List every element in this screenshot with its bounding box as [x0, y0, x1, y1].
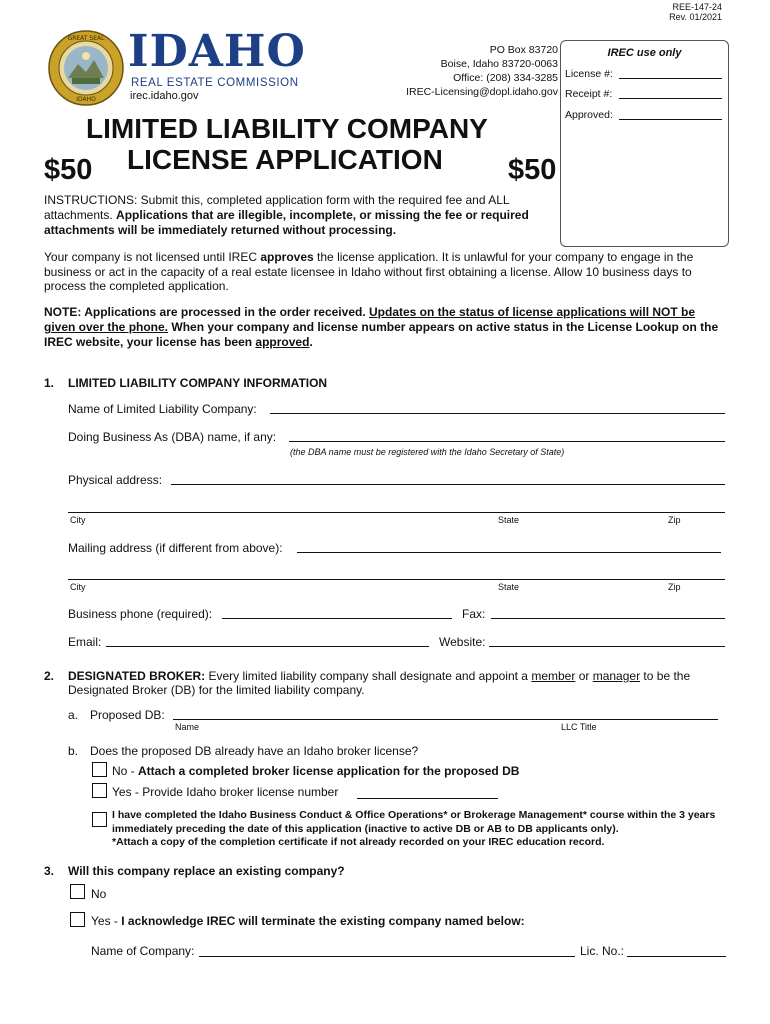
designated-broker-text-b: to be the Designated Broker (DB) for the limited liability company.: [68, 669, 691, 697]
llc-name-field[interactable]: [270, 413, 725, 414]
replace-company-question: Will this company replace an existing company?: [68, 864, 345, 878]
irec-box-title: IREC use only: [607, 47, 682, 59]
yes-broker-license-label: Yes - Provide Idaho broker license number: [112, 785, 339, 799]
course-completed-checkbox[interactable]: [92, 812, 107, 827]
svg-text:GREAT SEAL: GREAT SEAL: [67, 35, 105, 42]
db-name-sublabel: Name: [175, 722, 200, 732]
item-a-number: a.: [68, 708, 79, 722]
dba-name-label: Doing Business As (DBA) name, if any:: [68, 430, 277, 444]
existing-license-number-field[interactable]: [627, 956, 726, 957]
po-box: PO Box 83720: [489, 44, 558, 56]
yes-broker-license-checkbox[interactable]: [92, 783, 107, 798]
business-phone-field[interactable]: [222, 618, 452, 619]
receipt-number-label: Receipt #:: [565, 88, 613, 100]
form-title-line1: LIMITED LIABILITY COMPANY: [86, 113, 488, 144]
mailing-address-label: Mailing address (if different from above):: [68, 541, 283, 555]
no-broker-license-checkbox[interactable]: [92, 762, 107, 777]
replace-yes-label: Yes -: [91, 914, 118, 928]
note-text-c: When your company and license number appears on active status in the License Lookup on the IREC website, your license has been: [44, 320, 719, 349]
section1-number: 1.: [44, 376, 55, 390]
proposed-db-label: Proposed DB:: [90, 708, 165, 722]
mailing-zip-label: Zip: [668, 582, 681, 592]
office-phone: Office: (208) 334-3285: [453, 72, 558, 84]
member-term: member: [531, 669, 576, 683]
proposed-db-field[interactable]: [173, 719, 718, 720]
no-option-label: No -: [112, 764, 135, 778]
replace-yes-acknowledgement: I acknowledge IREC will terminate the existing company named below:: [121, 914, 525, 928]
section2-title: DESIGNATED BROKER:: [68, 669, 206, 683]
licensing-paragraph: [44, 250, 727, 294]
no-broker-license-option: [112, 764, 519, 778]
website-label: Website:: [439, 635, 486, 649]
existing-company-name-label: Name of Company:: [91, 944, 195, 958]
city-line: Boise, Idaho 83720-0063: [440, 58, 558, 70]
item-b-number: b.: [68, 744, 79, 758]
business-phone-label: Business phone (required):: [68, 607, 213, 621]
state-seal-logo: [48, 30, 124, 106]
contact-block: [390, 43, 558, 99]
instructions-warning: Applications that are illegible, incomplete, or missing the fee or required attachments will be immediately returned without processing.: [44, 208, 529, 237]
mailing-state-label: State: [498, 582, 520, 592]
approved-line: [619, 119, 722, 120]
form-code-block: [640, 2, 722, 22]
website-text: irec.idaho.gov: [130, 90, 199, 102]
note-paragraph: [44, 305, 727, 350]
email-field[interactable]: [106, 646, 429, 647]
section2-number: 2.: [44, 669, 55, 683]
physical-city-state-zip-field[interactable]: [68, 512, 725, 513]
physical-city-label: City: [70, 515, 86, 525]
note-text-e: .: [309, 335, 313, 349]
no-option-instruction: Attach a completed broker license application for the proposed DB: [138, 764, 520, 778]
course-certificate-note: *Attach a copy of the completion certificate if not already recorded on your IREC education record.: [112, 836, 605, 848]
idaho-wordmark: IDAHO: [128, 26, 306, 77]
receipt-number-line: [619, 98, 722, 99]
existing-company-name-field[interactable]: [199, 956, 575, 957]
replace-yes-option: [91, 914, 525, 928]
course-statement-text: I have completed the Idaho Business Conduct & Office Operations* or Brokerage Management* course within the 3 years immediately preceding the date of this application (inactive to active DB or AB to DB applicants only).: [112, 809, 716, 835]
contact-email: IREC-Licensing@dopl.idaho.gov: [406, 86, 558, 98]
fee-right: $50: [508, 154, 557, 186]
physical-zip-label: Zip: [668, 515, 681, 525]
db-llc-title-sublabel: LLC Title: [561, 722, 597, 732]
form-code: REE-147-24: [672, 2, 722, 12]
dba-name-field[interactable]: [289, 441, 725, 442]
commission-name: REAL ESTATE COMMISSION: [131, 77, 299, 89]
course-completion-statement: [112, 809, 727, 850]
or-term: or: [578, 669, 590, 683]
manager-term: manager: [592, 669, 641, 683]
physical-state-label: State: [498, 515, 520, 525]
form-rev: Rev. 01/2021: [669, 12, 722, 22]
license-number-label: License #:: [565, 68, 613, 80]
instructions-paragraph: [44, 193, 558, 238]
licensing-approves: approves: [260, 250, 314, 264]
broker-license-number-field[interactable]: [357, 798, 498, 799]
licensing-text-a: Your company is not licensed until IREC: [44, 250, 257, 264]
broker-license-question: Does the proposed DB already have an Idaho broker license?: [90, 744, 419, 758]
website-field[interactable]: [489, 646, 725, 647]
fee-left: $50: [44, 154, 93, 186]
physical-address-field[interactable]: [171, 484, 725, 485]
physical-address-label: Physical address:: [68, 473, 163, 487]
mailing-city-state-zip-field[interactable]: [68, 579, 725, 580]
replace-no-label: No: [91, 887, 107, 901]
dba-note: (the DBA name must be registered with the Idaho Secretary of State): [290, 447, 565, 457]
license-number-line: [619, 78, 722, 79]
designated-broker-text-a: Every limited liability company shall designate and appoint a: [208, 669, 528, 683]
licensing-text-c: the license application. It is unlawful for your company to engage in the business or act in the capacity of a real estate licensee in Idaho without first obtaining a license. Allow 10 business days to process the completed application.: [44, 250, 694, 293]
designated-broker-paragraph: [68, 669, 728, 697]
note-text-b: Updates on the status of license applications will NOT be given over the phone.: [44, 305, 696, 334]
llc-name-label: Name of Limited Liability Company:: [68, 402, 257, 416]
section3-number: 3.: [44, 864, 55, 878]
irec-use-only-box: [560, 40, 729, 247]
email-label: Email:: [68, 635, 102, 649]
approved-label: Approved:: [565, 109, 613, 121]
fax-field[interactable]: [491, 618, 725, 619]
fax-label: Fax:: [462, 607, 486, 621]
replace-no-checkbox[interactable]: [70, 884, 85, 899]
note-text-a: NOTE: Applications are processed in the order received.: [44, 305, 366, 319]
svg-text:IDAHO: IDAHO: [76, 96, 96, 103]
mailing-city-label: City: [70, 582, 86, 592]
form-title-line2: LICENSE APPLICATION: [127, 144, 443, 175]
note-text-d: approved: [255, 335, 310, 349]
section1-title: LIMITED LIABILITY COMPANY INFORMATION: [68, 376, 328, 390]
mailing-address-field[interactable]: [297, 552, 721, 553]
instructions-text: INSTRUCTIONS: Submit this, completed application form with the required fee and ALL attachments.: [44, 193, 510, 222]
replace-yes-checkbox[interactable]: [70, 912, 85, 927]
existing-license-number-label: Lic. No.:: [580, 944, 625, 958]
